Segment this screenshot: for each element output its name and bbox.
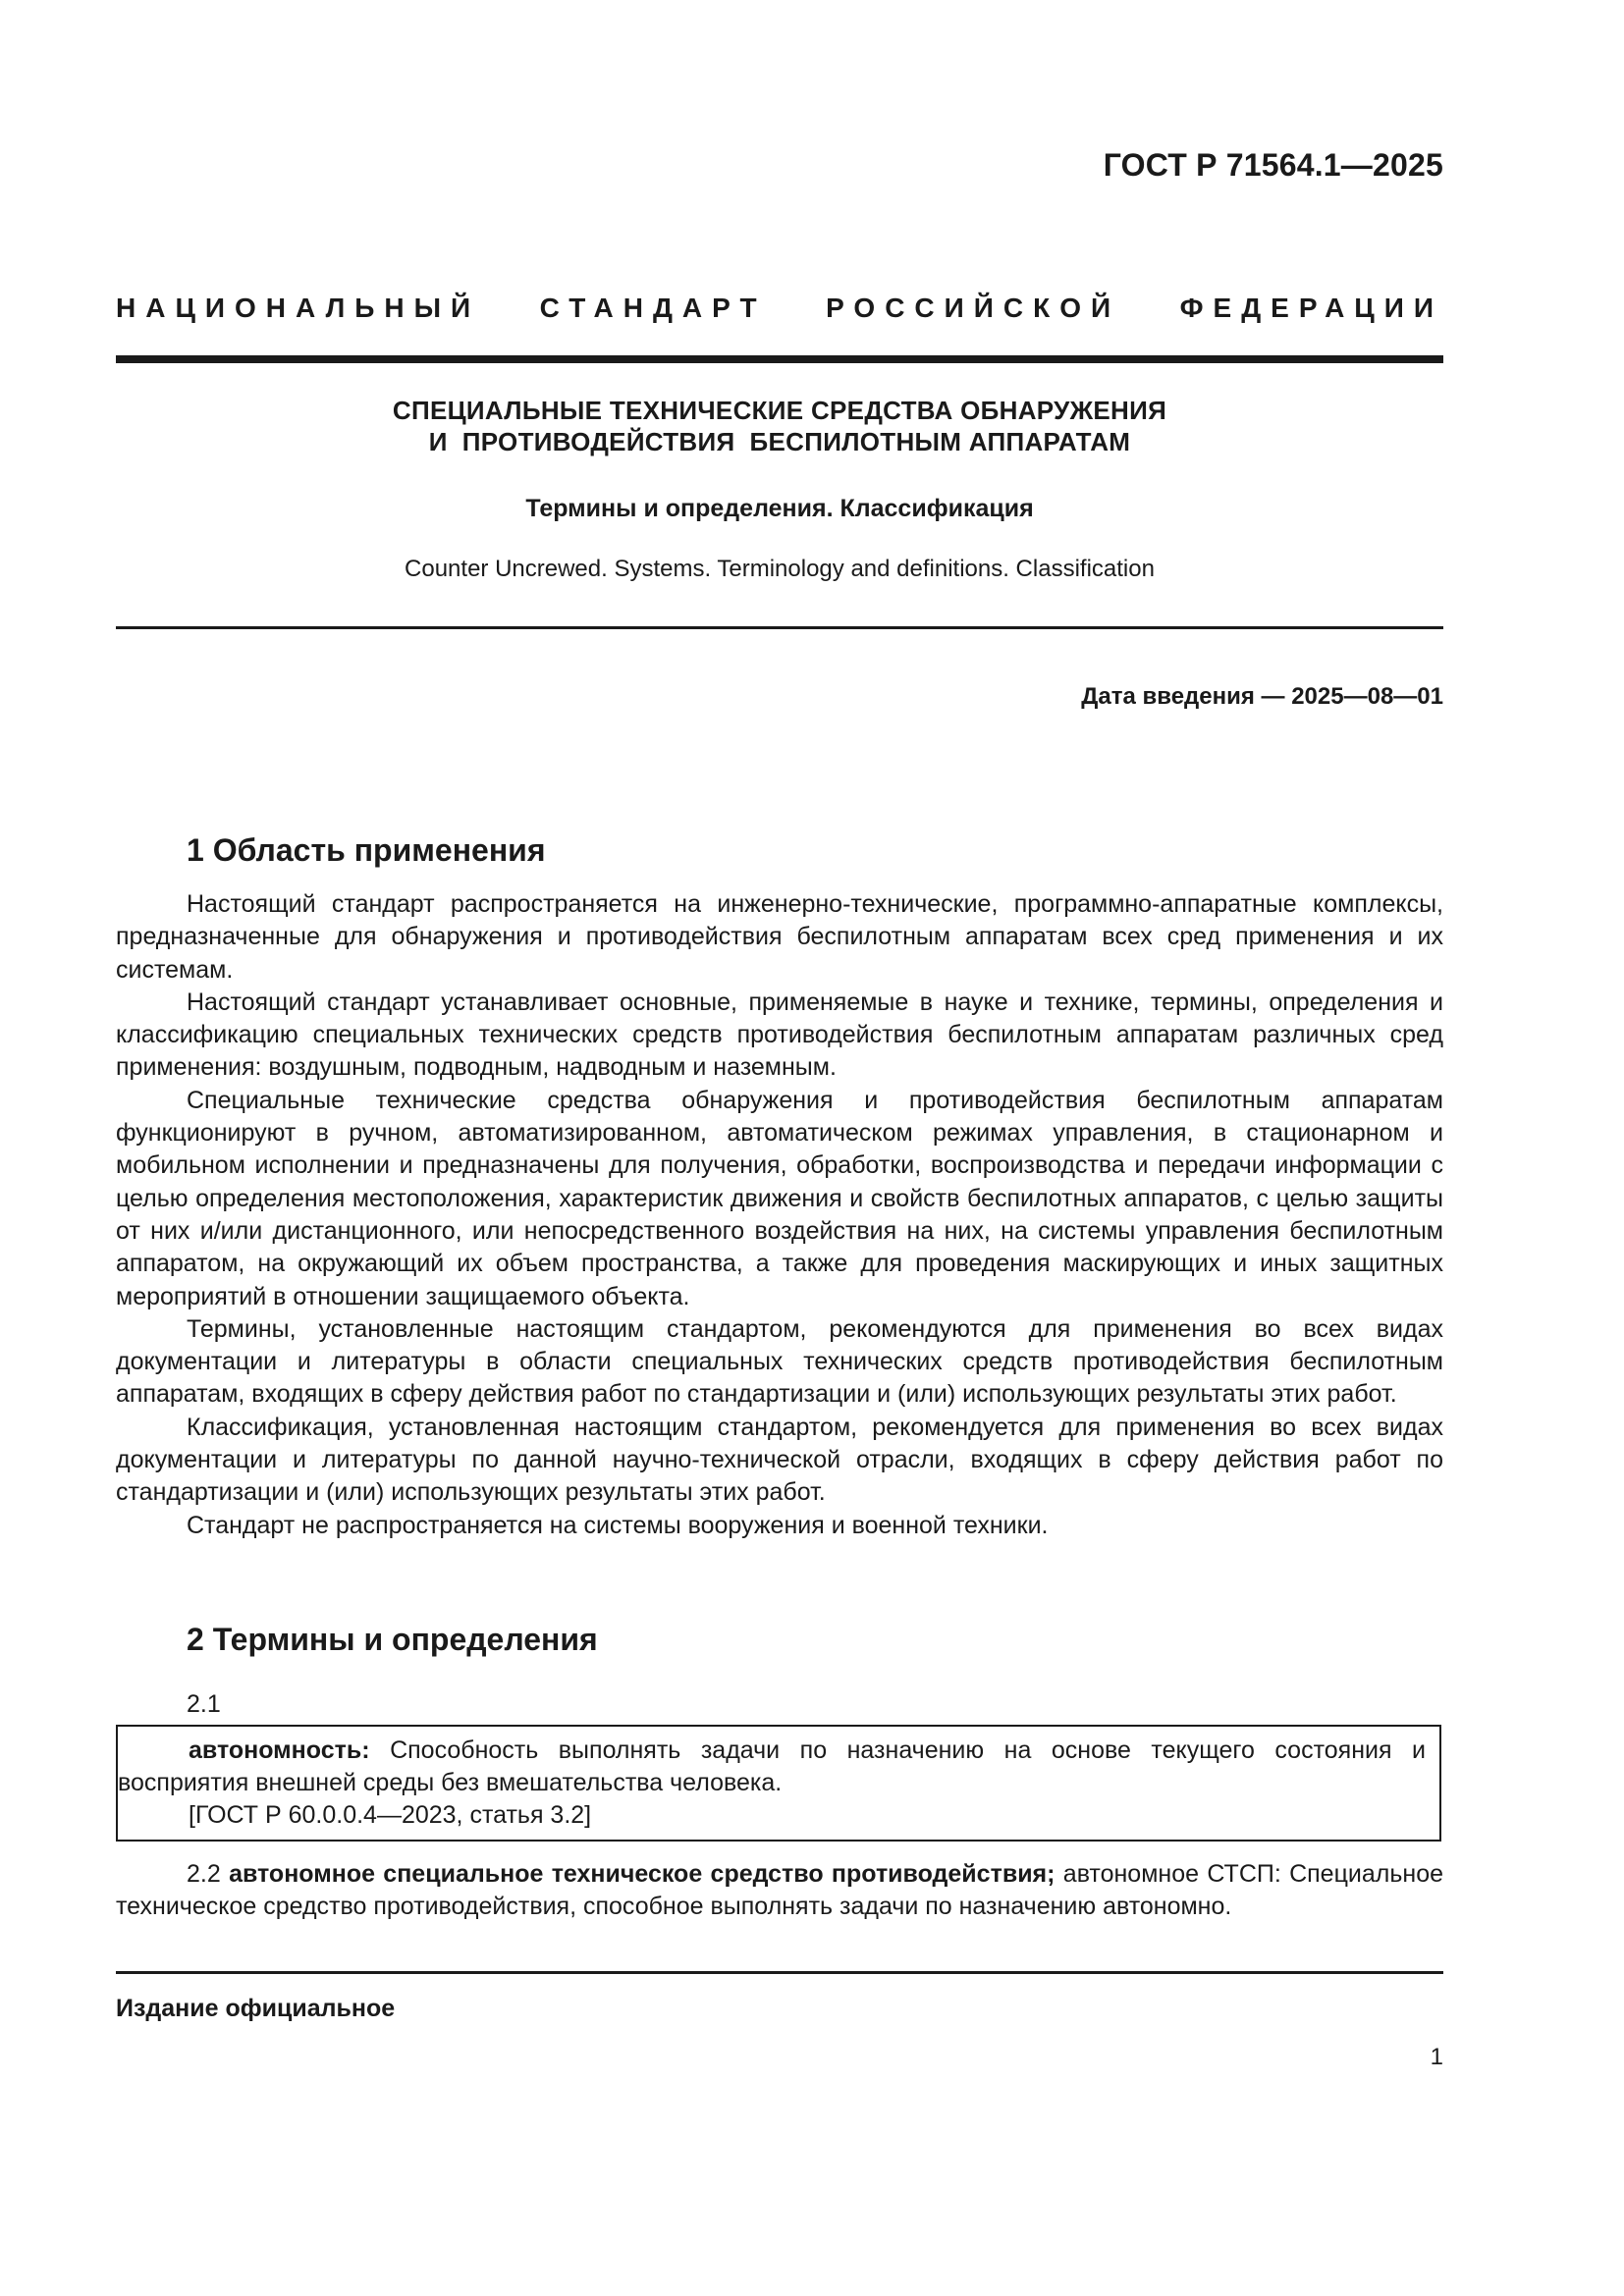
document-subtitle: Термины и определения. Классификация: [525, 495, 1034, 522]
term-paragraph: [116, 1858, 1443, 1924]
term-text: Способность выполнять задачи по назначению на основе текущего состояния и восприятия внешней среды без вмешательства человека.: [118, 1736, 1426, 1796]
paragraph: Термины, установленные настоящим стандартом, рекомендуются для применения во всех видах документации и литературы в области специальных технических средств противодействия беспилотным аппаратам, входящих в сферу действия работ по стандартизации и (или) использующих результаты этих работ.: [116, 1314, 1443, 1409]
term-number-2-1: 2.1: [187, 1690, 221, 1718]
term-reference: [ГОСТ Р 60.0.0.4—2023, статья 3.2]: [189, 1801, 592, 1829]
term-name: автономность:: [189, 1736, 370, 1764]
term-2-2: [116, 1858, 1443, 1924]
section-2-heading: 2 Термины и определения: [187, 1622, 598, 1657]
paragraph: Стандарт не распространяется на системы вооружения и военной техники.: [187, 1511, 1049, 1539]
term-name: автономное специальное техническое средство противодействия;: [229, 1860, 1056, 1888]
national-standard-banner: НАЦИОНАЛЬНЫЙ СТАНДАРТ РОССИЙСКОЙ ФЕДЕРАЦИИ: [116, 293, 1443, 323]
introduction-date: Дата введения — 2025—08—01: [1081, 683, 1443, 710]
thin-divider-top: [116, 626, 1443, 629]
section-1-body: [116, 888, 1443, 1542]
title-line-2: И ПРОТИВОДЕЙСТВИЯ БЕСПИЛОТНЫМ АППАРАТАМ: [428, 427, 1131, 456]
term-number-2-2: 2.2: [187, 1860, 230, 1888]
term-definition: [118, 1735, 1426, 1799]
term-text: автономное СТСП: Специальное техническое средство противодействия, способное выполнять задачи по назначению автономно.: [116, 1860, 1443, 1921]
term-definition-box: [116, 1725, 1441, 1842]
section-1-heading: 1 Область применения: [187, 832, 546, 868]
official-edition-label: Издание официальное: [116, 1995, 396, 2022]
document-number: ГОСТ Р 71564.1—2025: [1103, 147, 1443, 183]
english-title: Counter Uncrewed. Systems. Terminology and definitions. Classification: [405, 556, 1155, 582]
title-line-1: СПЕЦИАЛЬНЫЕ ТЕХНИЧЕСКИЕ СРЕДСТВА ОБНАРУЖЕНИЯ: [392, 396, 1167, 425]
paragraph: Классификация, установленная настоящим стандартом, рекомендуется для применения во всех видах документации и литературы по данной научно-технической отрасли, входящих в сферу действия работ по стандартизации и (или) использующих результаты этих работ.: [116, 1413, 1443, 1507]
paragraph: Настоящий стандарт устанавливает основные, применяемые в науке и технике, термины, определения и классификацию специальных технических средств противодействия беспилотным аппаратам различных сред применения: воздушным, подводным, надводным и наземным.: [116, 988, 1443, 1082]
page-number: 1: [1430, 2044, 1443, 2070]
document-title: [116, 395, 1443, 457]
paragraph: Специальные технические средства обнаружения и противодействия беспилотным аппаратам функционируют в ручном, автоматизированном, автоматическом режимах управления, в стационарном и мобильном исполнении и предназначены для получения, обработки, воспроизводства и передачи информации с целью определения местоположения, характеристик движения и свойств беспилотных аппаратов, с целью защиты от них и/или дистанционного, или непосредственного воздействия на них, на системы управления беспилотным аппаратом, на окружающий их объем пространства, а также для проведения маскирующих и иных защитных мероприятий в отношении защищаемого объекта.: [116, 1086, 1443, 1310]
paragraph: Настоящий стандарт распространяется на инженерно-технические, программно-аппаратные комплексы, предназначенные для обнаружения и противодействия беспилотным аппаратам всех сред применения и их системам.: [116, 890, 1443, 984]
thick-divider: [116, 355, 1443, 363]
thin-divider-bottom: [116, 1971, 1443, 1974]
